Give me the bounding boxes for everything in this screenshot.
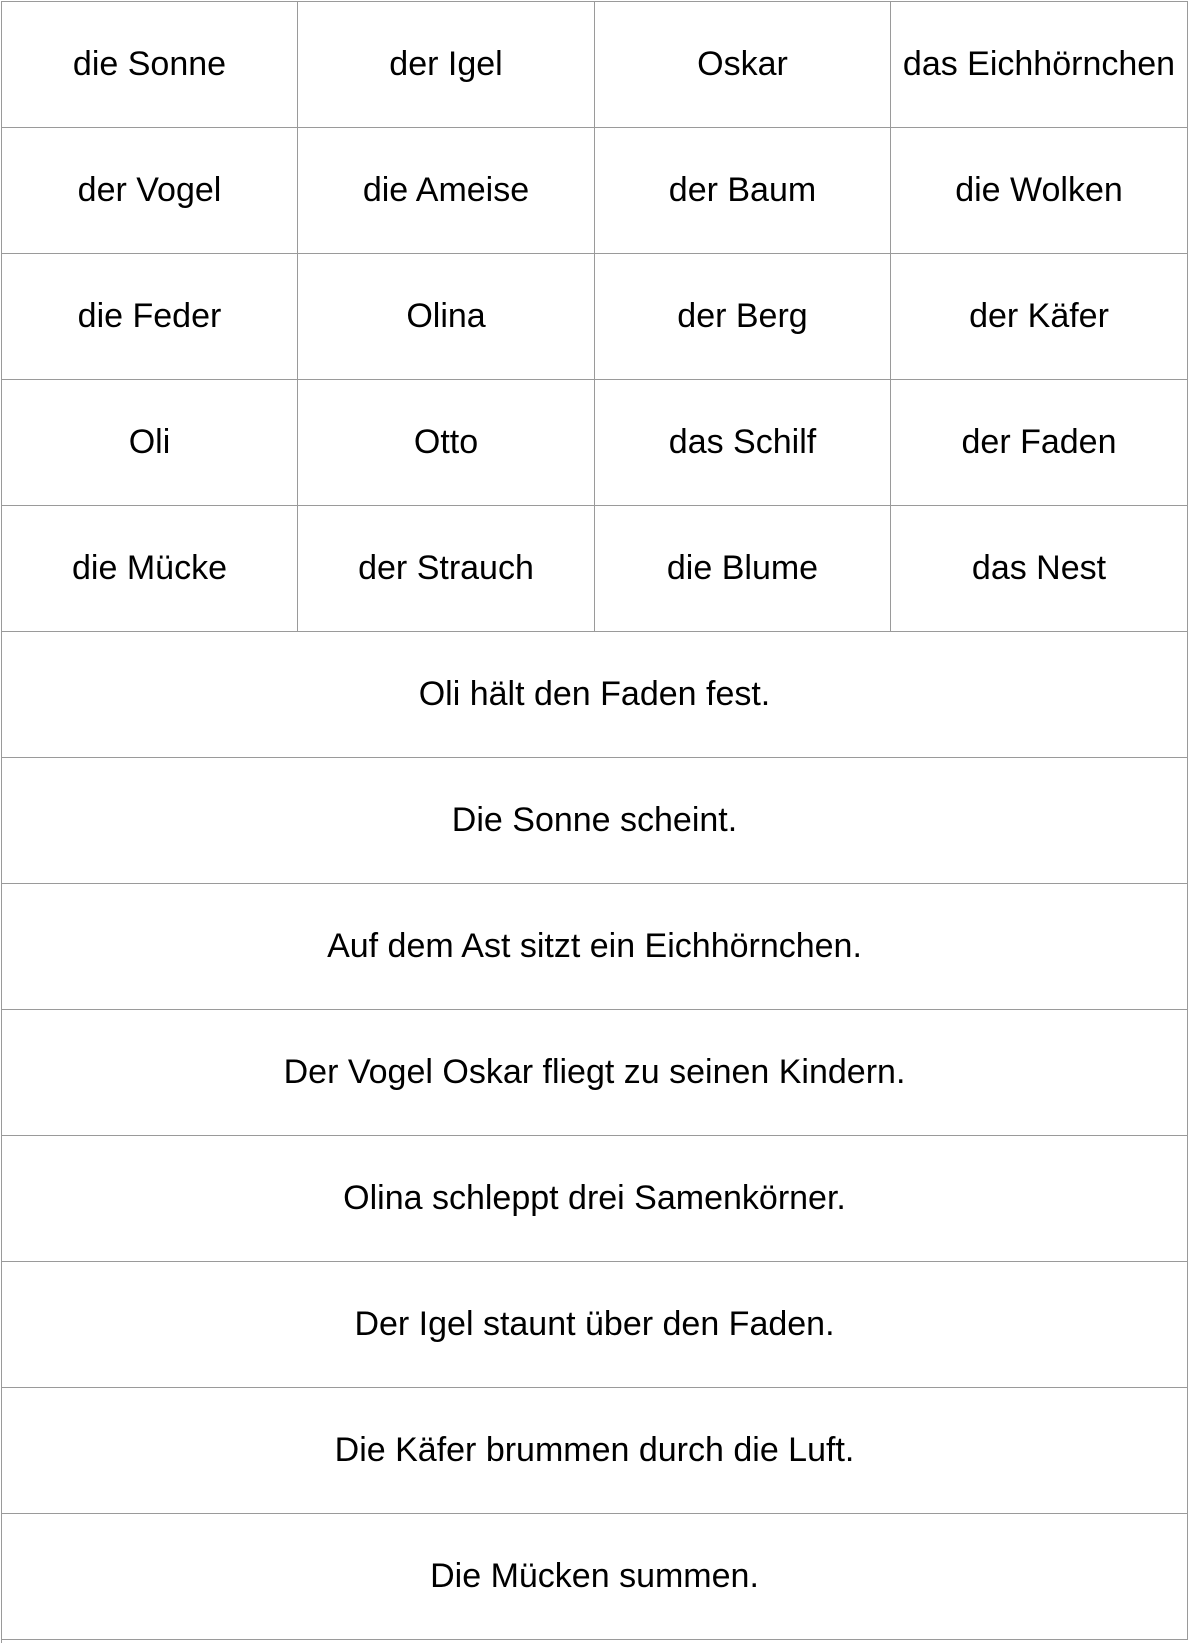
word-card-grid <box>2 2 1188 632</box>
sentence-card: Der Igel staunt über den Faden. <box>2 1262 1188 1388</box>
word-card: das Schilf <box>595 380 891 506</box>
word-card: das Nest <box>891 506 1188 632</box>
word-card: Otto <box>298 380 595 506</box>
sentence-card: Die Mücken summen. <box>2 1514 1188 1640</box>
word-card: Oskar <box>595 2 891 128</box>
sentence-card: Oli hält den Faden fest. <box>2 632 1188 758</box>
word-card: der Strauch <box>298 506 595 632</box>
sentence-card: Die Sonne scheint. <box>2 758 1188 884</box>
word-card: der Vogel <box>2 128 298 254</box>
sentence-card: Olina schleppt drei Samenkörner. <box>2 1136 1188 1262</box>
sentence-card-list <box>2 632 1188 1640</box>
word-card: die Feder <box>2 254 298 380</box>
word-card: der Igel <box>298 2 595 128</box>
word-card: der Käfer <box>891 254 1188 380</box>
word-card-sheet <box>1 1 1188 1643</box>
word-card: der Baum <box>595 128 891 254</box>
word-card: Oli <box>2 380 298 506</box>
word-card: die Ameise <box>298 128 595 254</box>
sentence-card: Die Käfer brummen durch die Luft. <box>2 1388 1188 1514</box>
word-card: die Mücke <box>2 506 298 632</box>
word-card: die Blume <box>595 506 891 632</box>
word-card: Olina <box>298 254 595 380</box>
word-card: der Berg <box>595 254 891 380</box>
word-card: der Faden <box>891 380 1188 506</box>
sentence-card: Auf dem Ast sitzt ein Eichhörnchen. <box>2 884 1188 1010</box>
sentence-card: Der Vogel Oskar fliegt zu seinen Kindern. <box>2 1010 1188 1136</box>
word-card: das Eichhörnchen <box>891 2 1188 128</box>
word-card: die Sonne <box>2 2 298 128</box>
word-card: die Wolken <box>891 128 1188 254</box>
